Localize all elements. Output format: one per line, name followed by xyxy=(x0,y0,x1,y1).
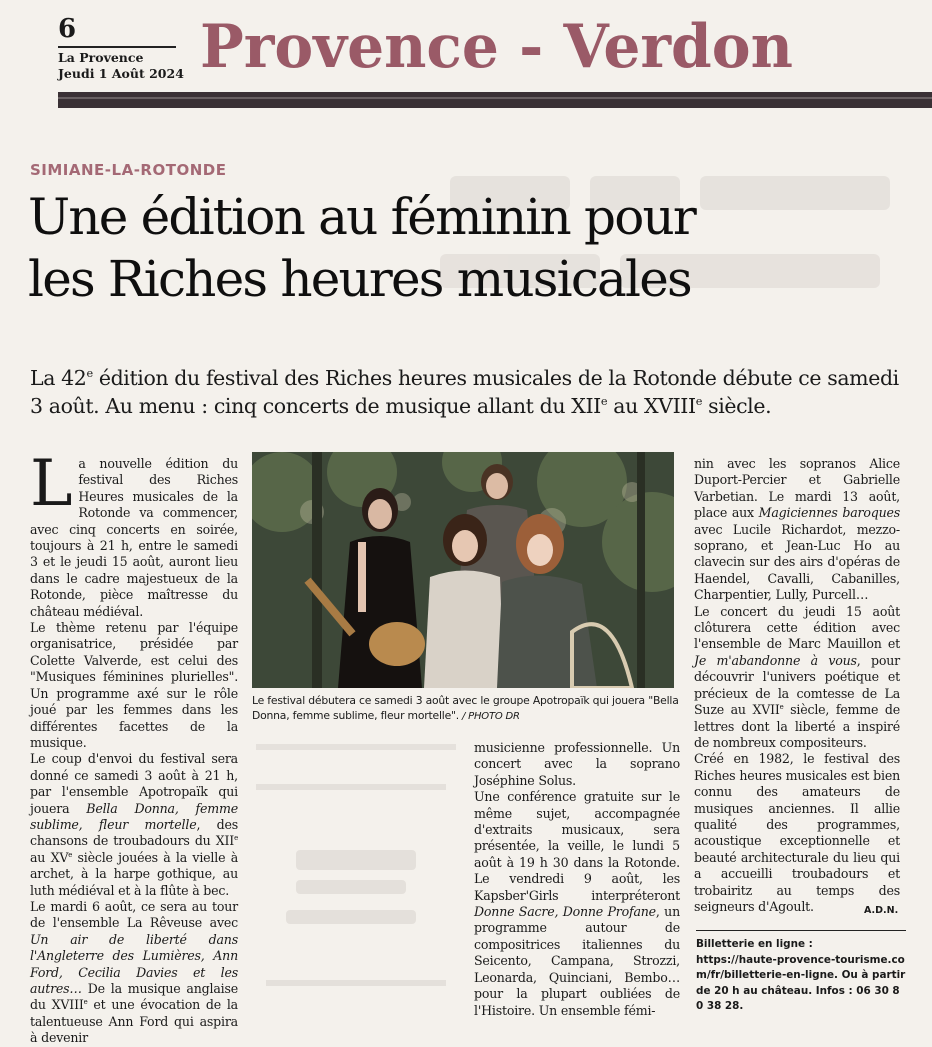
col3-p2-title: Je m'abandonne à vous xyxy=(694,652,857,668)
col3-p2-c: siècle, femme de lettres dont la liberté a inspiré de nombreux compositeurs. xyxy=(694,702,900,750)
lede-part-b: édition du festival des Riches heures musicales de la Rotonde débute ce samedi 3 août. Au menu : cinq concerts de musique allant du XII xyxy=(30,366,899,418)
ticketing-text[interactable]: https://haute-provence-tourisme.com/fr/billetterie-en-ligne. Ou à partir de 20 h au château. Infos : 06 30 80 38 28. xyxy=(696,953,906,1012)
photo-illustration xyxy=(252,452,674,688)
col3-p1-b: avec Lucile Richardot, mezzo-soprano, et Jean-Luc Ho au clavecin sur des airs d'opéras de Haendel, Cavalli, Cabanilles, Charpentier, Lully, Purcell… xyxy=(694,521,900,603)
lede-part-d: siècle. xyxy=(701,394,772,418)
col1-p4-title: Un air de liberté dans l'Angleterre des Lumières, Ann Ford, Cecilia Davies et les autres… xyxy=(30,931,238,996)
column-2-paragraph-2 xyxy=(474,789,680,1019)
column-3-paragraph-1 xyxy=(694,456,900,604)
headline-line-1: Une édition au féminin pour xyxy=(28,188,696,246)
col1-p3-sup2: e xyxy=(68,850,73,859)
col1-p3-a: Le coup d'envoi du festival sera donné ce samedi 3 août à 21 h, par l'ensemble Apotropaïk qui jouera xyxy=(30,751,238,816)
author-signature: A.D.N. xyxy=(864,905,899,916)
lede-part-a: La 42 xyxy=(30,366,87,390)
col1-p4-a: Le mardi 6 août, ce sera au tour de l'ensemble La Rêveuse avec xyxy=(30,898,238,931)
col1-p4-b: De la musique anglaise du XVIII xyxy=(30,981,238,1013)
column-1-paragraph-1 xyxy=(30,447,238,620)
col1-p3-c: au XV xyxy=(30,849,69,865)
col3-p2-a: Le concert du jeudi 15 août clôturera cette édition avec l'ensemble de Marc Mauillon et xyxy=(694,603,900,652)
column-1-paragraph-4 xyxy=(30,899,238,1047)
article-column-1 xyxy=(30,447,238,1047)
col3-p2-b: , pour découvrir l'univers poétique et précieux de la comtesse de La Suze au XVII xyxy=(694,652,900,718)
column-3-paragraph-3: Créé en 1982, le festival des Riches heures musicales est bien connu des amateurs de musiques anciennes. Il allie qualité des programmes, acoustique exceptionnelle et beauté architecturale du lieu qui a accueilli troubadours et trobairitz au temps des seigneurs d'Agoult. xyxy=(694,751,900,914)
drop-cap: L xyxy=(30,447,73,521)
photo-credit: / PHOTO DR xyxy=(459,710,520,722)
col1-p1-text: a nouvelle édition du festival des Riches Heures musicales de la Rotonde va commencer, avec cinq concerts en soirée, toujours à 21 h, entre le samedi 3 et le jeudi 15 août, auront lieu dans le cadre majestueux de la Rotonde, pièce maîtresse du château médiéval. xyxy=(30,456,238,619)
photo-caption xyxy=(252,694,682,724)
ticketing-label: Billetterie en ligne : xyxy=(696,938,813,950)
article-column-2 xyxy=(474,740,680,1019)
page-number: 6 xyxy=(58,14,77,44)
col1-p4-sup: e xyxy=(83,998,88,1007)
col1-p3-d: siècle jouées à la vielle à archet, à la harpe gothique, au luth médiéval et à la flûte à bec. xyxy=(30,849,238,898)
reverse-bleed-middle xyxy=(256,740,466,1000)
col2-p2-title: Donne Sacre, Donne Profane xyxy=(474,904,656,920)
col2-p2-a: Une conférence gratuite sur le même sujet, accompagnée d'extraits musicaux, sera présentée, la veille, le lundi 5 août à 19 h 30 dans la Rotonde. Le vendredi 9 août, les Kapsber'Girls interpréteront xyxy=(474,789,680,903)
publication-date: Jeudi 1 Août 2024 xyxy=(58,66,184,81)
article-kicker: SIMIANE-LA-ROTONDE xyxy=(30,161,227,179)
column-3-paragraph-2 xyxy=(694,604,900,752)
ticketing-box xyxy=(696,930,906,1015)
section-title: Provence - Verdon xyxy=(200,12,793,82)
col1-p3-b: , des chansons de troubadours du XII xyxy=(30,816,238,849)
headline xyxy=(28,186,908,310)
col3-p1-title: Magiciennes baroques xyxy=(758,505,900,521)
col3-p1-a: nin avec les sopranos Alice Duport-Percier et Gabrielle Varbetian. Le mardi 13 août, place aux xyxy=(694,456,900,521)
reverse-bleed-middle-shapes xyxy=(256,740,466,1000)
header-bar xyxy=(58,92,932,108)
article-column-3 xyxy=(694,456,900,915)
column-1-paragraph-3 xyxy=(30,751,238,899)
col1-p4-c: et une évocation de la talentueuse Ann Ford qui aspira à devenir xyxy=(30,997,238,1046)
col3-p2-sup: e xyxy=(779,702,784,711)
lede-sup-a: e xyxy=(86,367,93,381)
lede-part-c: au XVIII xyxy=(607,394,696,418)
lede-sup-c: e xyxy=(695,395,702,409)
column-1-paragraph-2: Le thème retenu par l'équipe organisatrice, présidée par Colette Valverde, est celui des "Musiques féminines plurielles". Un programme axé sur le rôle joué par les femmes dans les différentes facettes de la musique. xyxy=(30,620,238,750)
col1-p3-title: Bella Donna, femme sublime, fleur mortelle xyxy=(30,800,238,832)
col2-p2-b: , un programme autour de compositrices italiennes du Seicento, Campana, Strozzi, Leonarda, Quinciani, Bembo… pour la plupart oubliées de l'Histoire. Un ensemble fémi- xyxy=(474,904,680,1018)
article-photo xyxy=(252,452,674,688)
column-2-paragraph-1: musicienne professionnelle. Un concert avec la soprano Joséphine Solus. xyxy=(474,740,680,788)
publication-rule xyxy=(58,46,176,48)
caption-text: Le festival débutera ce samedi 3 août avec le groupe Apotropaïk qui jouera "Bella Donna, femme sublime, fleur mortelle". xyxy=(252,694,679,722)
lede-sup-b: e xyxy=(600,395,608,409)
col1-p3-sup1: e xyxy=(234,834,238,843)
publication-name: La Provence xyxy=(58,50,144,65)
headline-line-2: les Riches heures musicales xyxy=(28,250,691,308)
lede xyxy=(30,364,910,420)
